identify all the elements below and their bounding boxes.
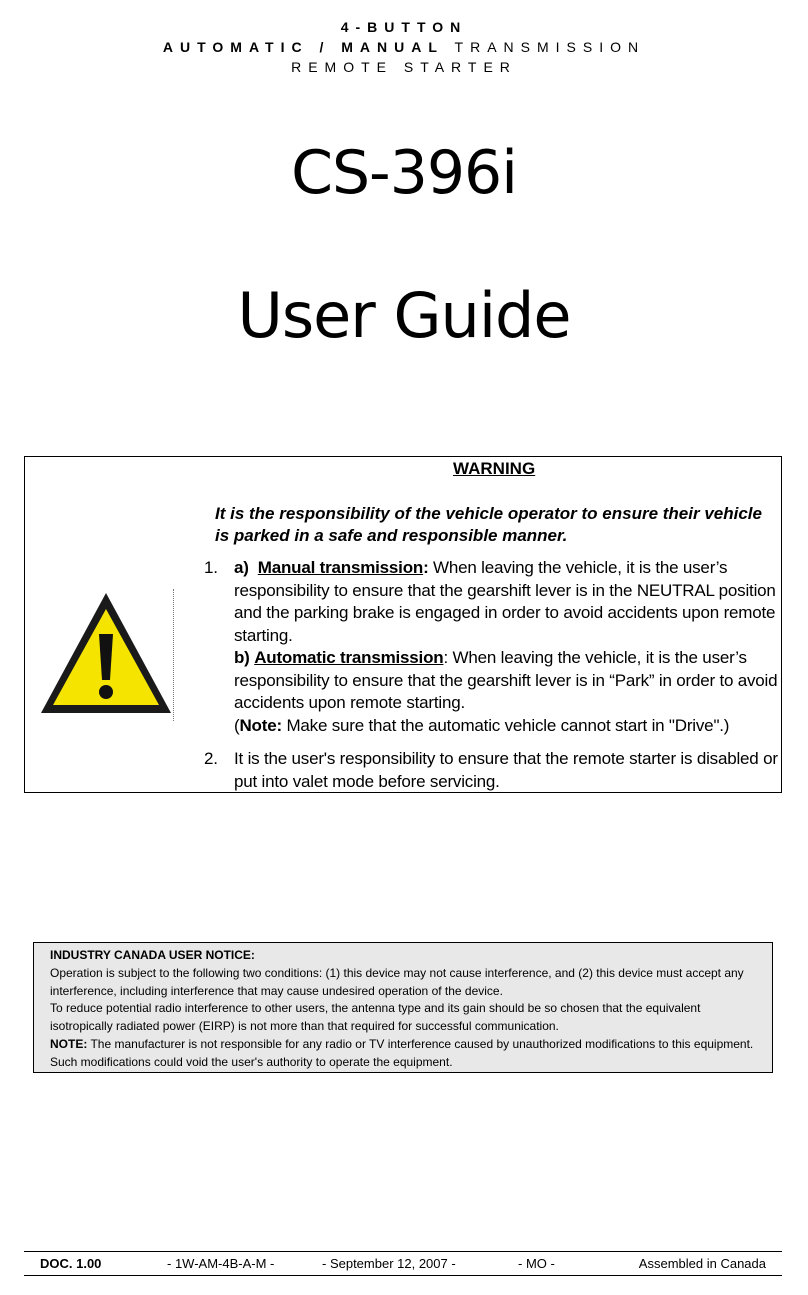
sub-item-label-b: b) [234, 648, 250, 667]
notice-paragraph-1: Operation is subject to the following two conditions: (1) this device may not cause interference, and (2) this device must accept any interference, including interference that may cause undesired operation of the device. [50, 965, 744, 998]
warning-title: WARNING [453, 459, 536, 478]
manual-transmission-heading: Manual transmission [257, 558, 424, 577]
note-open-paren: ( [234, 715, 240, 735]
header-transmission: TRANSMISSION [443, 39, 646, 55]
warning-divider [173, 589, 174, 721]
warning-item-2 [204, 748, 779, 793]
warning-statement: It is the responsibility of the vehicle operator to ensure their vehicle is parked in a safe and responsible manner. [215, 504, 762, 545]
notice-paragraph-2: To reduce potential radio interference to other users, the antenna type and its gain should be so chosen that the equivalent isotropically radiated power (EIRP) is not more than that required for successful communication. [50, 1001, 701, 1034]
footer-date: - September 12, 2007 - [322, 1256, 456, 1271]
note-text: Make sure that the automatic vehicle cannot start in "Drive".) [281, 715, 730, 735]
warning-item-1 [204, 557, 779, 737]
header-transmission-type: AUTOMATIC / MANUAL [162, 39, 444, 55]
automatic-transmission-heading: Automatic transmission [254, 648, 444, 667]
sub-item-label-a: a) [234, 558, 249, 577]
warning-triangle-icon [37, 589, 175, 719]
header-line-2 [0, 39, 808, 55]
footer-mo: - MO - [518, 1256, 555, 1271]
notice-note [50, 1036, 756, 1072]
item-2-text-line-2: put into valet mode before servicing. [234, 771, 500, 791]
item-number: 1. [204, 558, 218, 577]
footer-origin: Assembled in Canada [638, 1256, 766, 1271]
document-footer [24, 1251, 782, 1276]
model-number: CS-396i [291, 138, 517, 208]
manual-transmission-text: When leaving the vehicle, it is the user’s responsibility to ensure that the gearshift lever is in the NEUTRAL position and the parking brake is engaged in order to avoid accidents upon remote starting. [234, 558, 776, 645]
manual-transmission-colon: : [423, 558, 429, 577]
industry-canada-notice [33, 942, 773, 1073]
footer-doc-version: DOC. 1.00 [40, 1256, 102, 1271]
notice-note-label: NOTE: [50, 1036, 88, 1051]
item-number: 2. [204, 749, 218, 768]
header-line-3: REMOTE STARTER [291, 59, 517, 75]
item-2-text-line-1: It is the user's responsibility to ensure that the remote starter is disabled or [234, 749, 778, 768]
document-title: User Guide [237, 279, 571, 352]
automatic-transmission-text: : When leaving the vehicle, it is the user’s responsibility to ensure that the gearshift lever is in “Park” in order to avoid accidents upon remote starting. [234, 648, 778, 712]
note-label: Note: [239, 715, 282, 735]
notice-note-text: The manufacturer is not responsible for any radio or TV interference caused by unauthorized modifications to this equipment. Such modifications could void the user's authority to operate the equipment. [50, 1036, 754, 1069]
header-line-1: 4-BUTTON [340, 19, 468, 35]
notice-heading: INDUSTRY CANADA USER NOTICE: [50, 948, 255, 962]
warning-box [24, 456, 782, 793]
footer-part-code: - 1W-AM-4B-A-M - [167, 1256, 275, 1271]
